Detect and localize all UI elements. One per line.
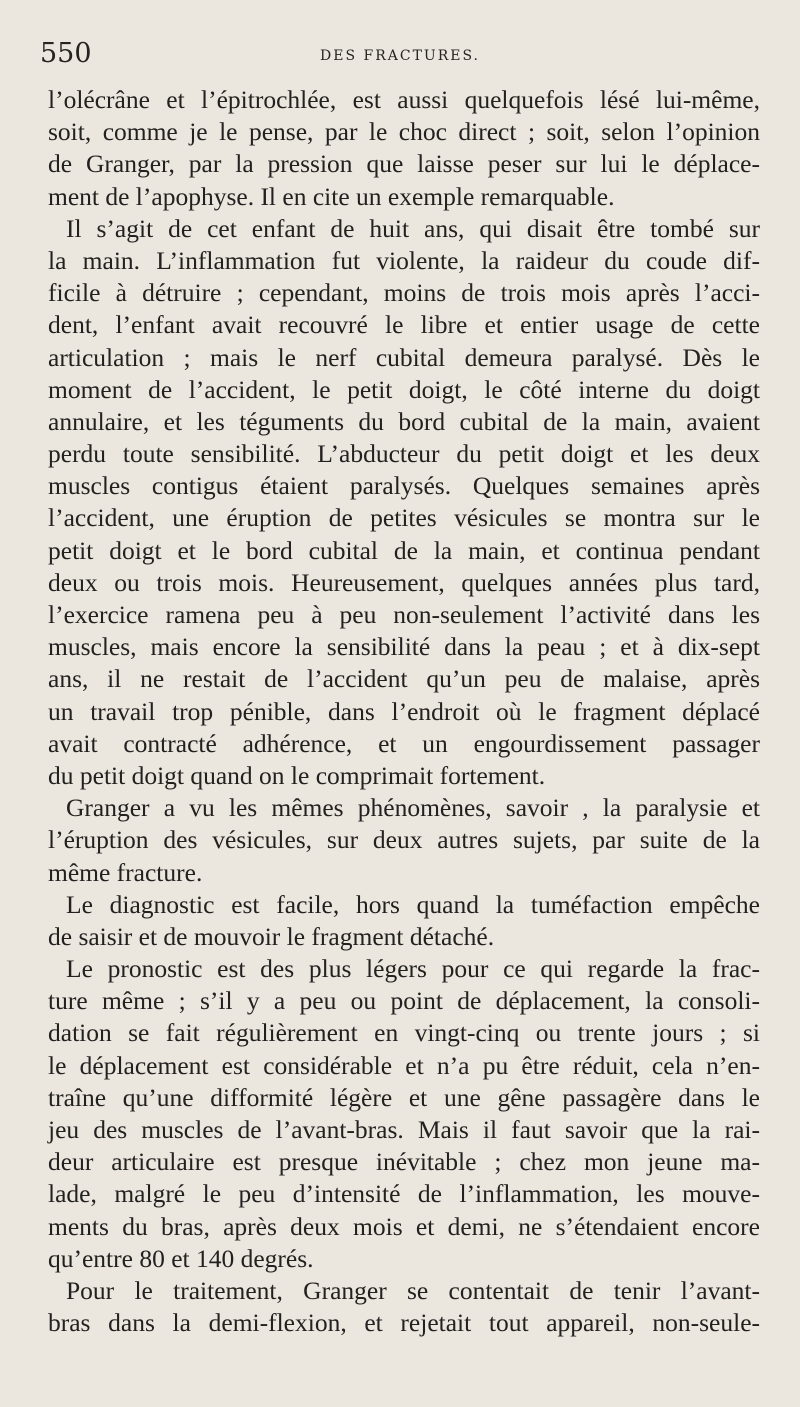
text-line: le déplacement est considérable et n’a pu être réduit, cela n’en- [48,1050,760,1080]
text-line: bras dans la demi-flexion, et rejetait tout appareil, non-seule- [48,1308,760,1338]
text-line: Il s’agit de cet enfant de huit ans, qui disait être tombé sur [66,213,760,243]
text-line: dation se fait régulièrement en vingt-cinq ou trente jours ; si [48,1018,760,1048]
text-line: l’olécrâne et l’épitrochlée, est aussi quelquefois lésé lui-même, [48,85,760,114]
text-line: muscles, mais encore la sensibilité dans la peau ; et à dix-sept [48,632,760,662]
paragraph [48,889,760,953]
text-line: un travail trop pénible, dans l’endroit où le fragment déplacé [48,696,760,726]
text-line: l’éruption des vésicules, sur deux autres sujets, par suite de la [48,825,760,855]
paragraph [48,213,760,792]
text-line: articulation ; mais le nerf cubital demeura paralysé. Dès le [48,342,760,372]
text-line: jeu des muscles de l’avant-bras. Mais il faut savoir que la rai- [48,1115,760,1144]
text-line: ments du bras, après deux mois et demi, ne s’étendaient encore [48,1211,760,1241]
text-line: deux ou trois mois. Heureusement, quelques années plus tard, [48,567,760,597]
paragraph [48,84,760,213]
text-line: Le diagnostic est facile, hors quand la tuméfaction empêche [66,889,760,919]
text-line: même fracture. [48,857,203,887]
text-line: ture même ; s’il y a peu ou point de déplacement, la consoli- [48,986,760,1016]
text-line: petit doigt et le bord cubital de la main, et continua pendant [48,535,760,565]
text-line: lade, malgré le peu d’intensité de l’inflammation, les mouve- [48,1179,760,1209]
text-line: avait contracté adhérence, et un engourdissement passager [48,728,760,758]
paragraph [48,792,760,889]
text-line: perdu toute sensibilité. L’abducteur du petit doigt et les deux [48,439,760,469]
text-line: l’accident, une éruption de petites vésicules se montra sur le [48,503,760,533]
text-line: l’exercice ramena peu à peu non-seulement l’activité dans les [48,600,760,629]
page-number: 550 [40,38,92,69]
text-line: traîne qu’une difformité légère et une gêne passagère dans le [48,1082,760,1112]
text-line: soit, comme je le pense, par le choc direct ; soit, selon l’opinion [48,117,760,147]
text-line: la main. L’inflammation fut violente, la raideur du coude dif- [48,245,760,275]
text-line: Granger a vu les mêmes phénomènes, savoir , la paralysie et [66,793,760,823]
page-header [40,38,760,78]
text-line: du petit doigt quand on le comprimait fortement. [48,760,546,790]
text-line: Pour le traitement, Granger se contentait de tenir l’avant- [66,1275,760,1305]
body-text [48,84,760,1339]
text-line: de Granger, par la pression que laisse peser sur lui le déplace- [48,149,760,179]
text-line: ment de l’apophyse. Il en cite un exemple remarquable. [48,181,615,211]
running-head: DES FRACTURES. [320,48,481,64]
text-line: deur articulaire est presque inévitable ; chez mon jeune ma- [48,1147,760,1177]
paragraph [48,1275,760,1339]
paragraph [48,953,760,1275]
text-line: ans, il ne restait de l’accident qu’un peu de malaise, après [48,664,760,694]
text-line: annulaire, et les téguments du bord cubital de la main, avaient [48,406,760,436]
text-line: muscles contigus étaient paralysés. Quelques semaines après [48,471,760,501]
text-line: qu’entre 80 et 140 degrés. [48,1243,314,1273]
text-line: Le pronostic est des plus légers pour ce qui regarde la frac- [66,954,760,984]
text-line: de saisir et de mouvoir le fragment détaché. [48,921,495,951]
text-line: dent, l’enfant avait recouvré le libre et entier usage de cette [48,310,760,340]
text-line: moment de l’accident, le petit doigt, le côté interne du doigt [48,374,760,404]
text-line: ficile à détruire ; cependant, moins de trois mois après l’acci- [48,278,760,308]
